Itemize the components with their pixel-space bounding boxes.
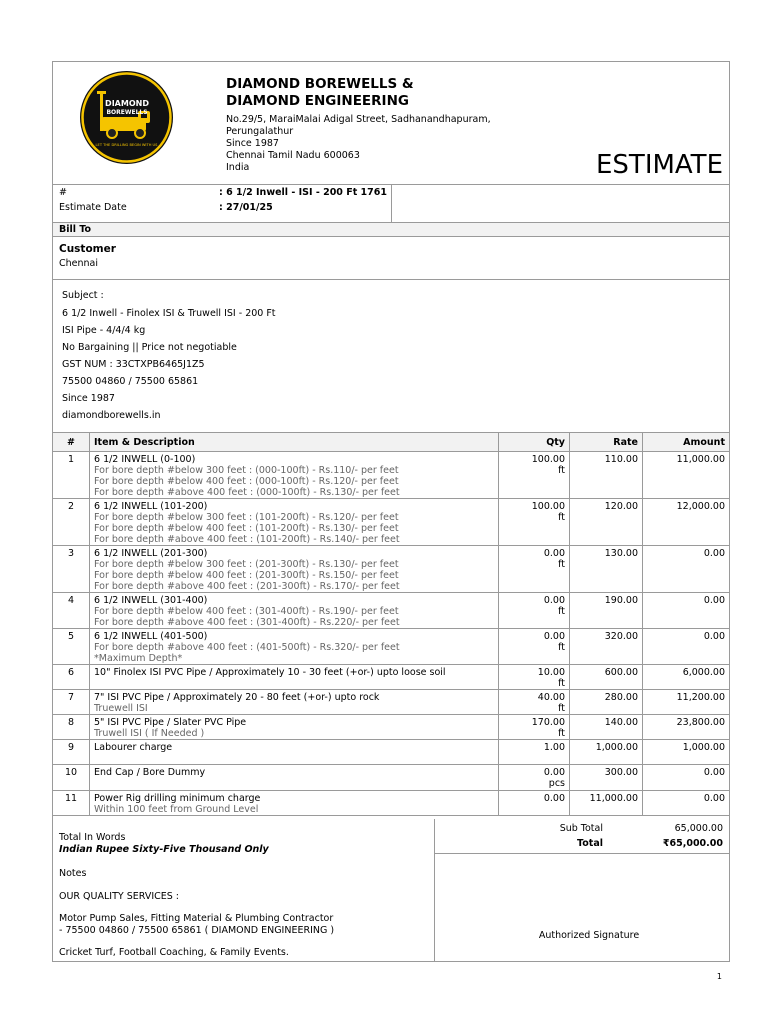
row-number: 8 <box>53 715 90 740</box>
address-line: Since 1987 <box>226 138 279 149</box>
item-title: End Cap / Bore Dummy <box>94 767 206 778</box>
row-amount: 0.00 <box>643 629 730 665</box>
row-number: 6 <box>53 665 90 690</box>
qty-value: 0.00 <box>543 793 565 804</box>
row-amount: 23,800.00 <box>643 715 730 740</box>
logo-text-line1: DIAMOND <box>105 99 149 108</box>
header-rate: Rate <box>570 433 643 452</box>
row-qty <box>499 791 570 816</box>
row-rate: 320.00 <box>570 629 643 665</box>
item-sub-description: For bore depth #below 300 feet : (201-300ft) - Rs.130/- per feet <box>94 559 399 570</box>
subject-line: GST NUM : 33CTXPB6465J1Z5 <box>62 359 205 370</box>
row-amount: 0.00 <box>643 593 730 629</box>
subject-line: 6 1/2 Inwell - Finolex ISI & Truwell ISI - 200 Ft <box>62 308 276 319</box>
item-sub-description: For bore depth #above 400 feet : (401-500ft) - Rs.320/- per feet <box>94 642 400 653</box>
row-number: 4 <box>53 593 90 629</box>
row-qty <box>499 546 570 593</box>
row-rate: 280.00 <box>570 690 643 715</box>
qty-unit: pcs <box>548 778 565 789</box>
notes-label: Notes <box>59 868 87 879</box>
qty-unit: ft <box>558 703 565 714</box>
row-number: 5 <box>53 629 90 665</box>
qty-unit: ft <box>558 606 565 617</box>
items-table <box>53 433 729 816</box>
item-sub-description: For bore depth #below 400 feet : (101-200ft) - Rs.130/- per feet <box>94 523 399 534</box>
row-description <box>90 629 499 665</box>
item-sub-description: For bore depth #above 400 feet : (000-100ft) - Rs.130/- per feet <box>94 487 400 498</box>
row-amount: 0.00 <box>643 546 730 593</box>
item-sub-description: For bore depth #below 300 feet : (000-100ft) - Rs.110/- per feet <box>94 465 399 476</box>
qty-unit: ft <box>558 728 565 739</box>
item-title: 6 1/2 INWELL (401-500) <box>94 631 208 642</box>
row-description <box>90 452 499 499</box>
row-number: 7 <box>53 690 90 715</box>
row-number: 1 <box>53 452 90 499</box>
estimate-document <box>52 61 730 962</box>
customer-label: Customer <box>59 243 116 255</box>
qty-value: 1.00 <box>543 742 565 753</box>
row-qty <box>499 629 570 665</box>
row-description <box>90 715 499 740</box>
qty-value: 100.00 <box>531 454 565 465</box>
qty-value: 40.00 <box>537 692 565 703</box>
row-qty <box>499 665 570 690</box>
qty-unit: ft <box>558 678 565 689</box>
item-sub-description: For bore depth #below 400 feet : (000-100ft) - Rs.120/- per feet <box>94 476 399 487</box>
row-description <box>90 546 499 593</box>
row-description <box>90 665 499 690</box>
logo-tagline: LET THE DRILLING BEGIN WITH US <box>95 143 158 147</box>
company-logo <box>80 71 173 164</box>
table-row <box>53 629 729 665</box>
row-rate: 600.00 <box>570 665 643 690</box>
row-description <box>90 765 499 791</box>
row-qty <box>499 593 570 629</box>
total-value: ₹65,000.00 <box>662 838 723 849</box>
row-rate: 300.00 <box>570 765 643 791</box>
item-sub-description: For bore depth #above 400 feet : (301-400ft) - Rs.220/- per feet <box>94 617 400 628</box>
row-description <box>90 740 499 765</box>
qty-value: 0.00 <box>543 631 565 642</box>
qty-unit: ft <box>558 512 565 523</box>
table-row <box>53 593 729 629</box>
address-line: No.29/5, MaraiMalai Adigal Street, Sadhanandhapuram, <box>226 114 491 125</box>
address-line: Perungalathur <box>226 126 294 137</box>
row-description <box>90 791 499 816</box>
row-qty <box>499 740 570 765</box>
row-description <box>90 499 499 546</box>
estimate-date-label: Estimate Date <box>59 202 127 213</box>
qty-value: 0.00 <box>543 548 565 559</box>
header-item-description: Item & Description <box>90 433 499 452</box>
item-sub-description: For bore depth #below 300 feet : (101-200ft) - Rs.120/- per feet <box>94 512 399 523</box>
drilling-truck-logo-icon <box>80 71 173 164</box>
qty-value: 10.00 <box>537 667 565 678</box>
item-title: 6 1/2 INWELL (101-200) <box>94 501 208 512</box>
row-qty <box>499 452 570 499</box>
company-address <box>226 114 491 174</box>
row-amount: 0.00 <box>643 765 730 791</box>
subject-line: Subject : <box>62 290 104 301</box>
row-rate: 190.00 <box>570 593 643 629</box>
row-rate: 11,000.00 <box>570 791 643 816</box>
address-line: Chennai Tamil Nadu 600063 <box>226 150 360 161</box>
total-in-words-value: Indian Rupee Sixty-Five Thousand Only <box>59 844 269 855</box>
table-row <box>53 740 729 765</box>
header-qty: Qty <box>499 433 570 452</box>
header-number: # <box>53 433 90 452</box>
item-title: 6 1/2 INWELL (0-100) <box>94 454 196 465</box>
table-row <box>53 499 729 546</box>
company-name-line1: DIAMOND BOREWELLS & <box>226 76 414 92</box>
company-name-line2: DIAMOND ENGINEERING <box>226 93 409 109</box>
row-rate: 140.00 <box>570 715 643 740</box>
item-title: Labourer charge <box>94 742 173 753</box>
qty-value: 100.00 <box>531 501 565 512</box>
company-name <box>226 76 414 110</box>
row-description <box>90 690 499 715</box>
row-rate: 120.00 <box>570 499 643 546</box>
item-title: 5" ISI PVC Pipe / Slater PVC Pipe <box>94 717 247 728</box>
subtotal-label: Sub Total <box>559 823 603 834</box>
total-label: Total <box>577 838 603 849</box>
subtotal-value: 65,000.00 <box>674 823 723 834</box>
qty-value: 0.00 <box>543 595 565 606</box>
row-amount: 11,200.00 <box>643 690 730 715</box>
table-row <box>53 690 729 715</box>
row-number: 2 <box>53 499 90 546</box>
header-amount: Amount <box>643 433 730 452</box>
item-title: 7" ISI PVC Pipe / Approximately 20 - 80 feet (+or-) upto rock <box>94 692 380 703</box>
table-row <box>53 715 729 740</box>
table-header-row <box>53 433 729 452</box>
item-sub-description: For bore depth #above 400 feet : (101-200ft) - Rs.140/- per feet <box>94 534 400 545</box>
document-title: ESTIMATE <box>596 150 723 180</box>
row-number: 11 <box>53 791 90 816</box>
services-heading: OUR QUALITY SERVICES : <box>59 891 180 902</box>
row-amount: 0.00 <box>643 791 730 816</box>
qty-unit: ft <box>558 642 565 653</box>
row-number: 9 <box>53 740 90 765</box>
table-row <box>53 452 729 499</box>
qty-value: 0.00 <box>543 767 565 778</box>
estimate-date-value: : 27/01/25 <box>219 202 273 213</box>
item-sub-description: For bore depth #below 400 feet : (301-400ft) - Rs.190/- per feet <box>94 606 399 617</box>
row-amount: 11,000.00 <box>643 452 730 499</box>
logo-text-line2: BOREWELLS <box>106 109 148 116</box>
row-qty <box>499 765 570 791</box>
subject-line: ISI Pipe - 4/4/4 kg <box>62 325 146 336</box>
item-sub-description: Within 100 feet from Ground Level <box>94 804 259 815</box>
row-rate: 130.00 <box>570 546 643 593</box>
item-title: 10" Finolex ISI PVC Pipe / Approximately 10 - 30 feet (+or-) upto loose soil <box>94 667 446 678</box>
services-line: - 75500 04860 / 75500 65861 ( DIAMOND ENGINEERING ) <box>59 925 335 936</box>
table-row <box>53 546 729 593</box>
address-line: India <box>226 162 250 173</box>
services-line: Motor Pump Sales, Fitting Material & Plumbing Contractor <box>59 913 334 924</box>
table-row <box>53 765 729 791</box>
row-number: 10 <box>53 765 90 791</box>
bill-to-heading: Bill To <box>59 224 92 235</box>
item-sub-description: Truwell ISI ( If Needed ) <box>94 728 205 739</box>
item-sub-description: For bore depth #above 400 feet : (201-300ft) - Rs.170/- per feet <box>94 581 400 592</box>
page-number: 1 <box>716 972 722 981</box>
row-amount: 6,000.00 <box>643 665 730 690</box>
table-row <box>53 665 729 690</box>
row-number: 3 <box>53 546 90 593</box>
authorized-signature-label: Authorized Signature <box>538 930 640 941</box>
row-qty <box>499 690 570 715</box>
item-title: 6 1/2 INWELL (201-300) <box>94 548 208 559</box>
row-qty <box>499 715 570 740</box>
item-title: Power Rig drilling minimum charge <box>94 793 261 804</box>
row-rate: 1,000.00 <box>570 740 643 765</box>
row-amount: 1,000.00 <box>643 740 730 765</box>
services-line: Cricket Turf, Football Coaching, & Family Events. <box>59 947 289 958</box>
qty-unit: ft <box>558 465 565 476</box>
total-in-words-label: Total In Words <box>59 832 126 843</box>
subject-line: 75500 04860 / 75500 65861 <box>62 376 199 387</box>
table-row <box>53 791 729 816</box>
qty-value: 170.00 <box>531 717 565 728</box>
estimate-number-value: : 6 1/2 Inwell - ISI - 200 Ft 1761 <box>219 187 387 198</box>
item-sub-description: *Maximum Depth* <box>94 653 183 664</box>
estimate-number-label: # <box>59 187 67 198</box>
subject-line: Since 1987 <box>62 393 115 404</box>
row-amount: 12,000.00 <box>643 499 730 546</box>
item-title: 6 1/2 INWELL (301-400) <box>94 595 208 606</box>
row-qty <box>499 499 570 546</box>
row-description <box>90 593 499 629</box>
row-rate: 110.00 <box>570 452 643 499</box>
qty-unit: ft <box>558 559 565 570</box>
subject-line: diamondborewells.in <box>62 410 161 421</box>
subject-line: No Bargaining || Price not negotiable <box>62 342 237 353</box>
item-sub-description: For bore depth #below 400 feet : (201-300ft) - Rs.150/- per feet <box>94 570 399 581</box>
customer-city: Chennai <box>59 258 99 269</box>
item-sub-description: Truewell ISI <box>94 703 148 714</box>
